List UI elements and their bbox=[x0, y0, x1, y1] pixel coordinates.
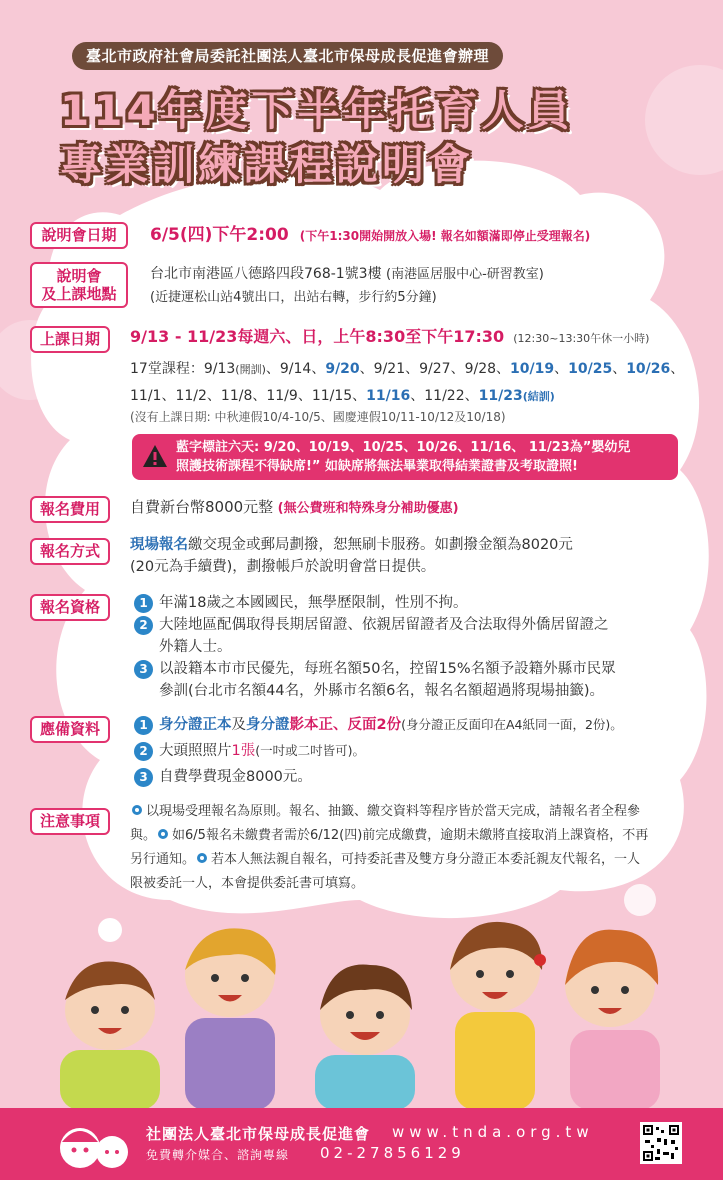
schedule-value: 9/13 - 11/23每週六、日，上午8:30至下午17:30 bbox=[130, 327, 505, 346]
kid-illustration bbox=[450, 922, 546, 1110]
warning-icon bbox=[142, 444, 168, 468]
date-label: 說明會日期 bbox=[30, 222, 128, 249]
course-date: 11/8 bbox=[220, 388, 253, 404]
footer-hotline-label: 免費轉介媒合、諮詢專線 bbox=[146, 1148, 290, 1162]
course-date-tag: (開訓) bbox=[235, 363, 266, 376]
course-date: 10/26 bbox=[626, 361, 671, 377]
fee-row bbox=[130, 497, 459, 519]
date-value: 6/5(四)下午2:00 bbox=[150, 225, 289, 245]
schedule-row bbox=[130, 324, 649, 347]
documents-label: 應備資料 bbox=[30, 716, 110, 743]
course-date: 9/13 bbox=[203, 361, 236, 377]
fee-value: 自費新台幣8000元整 bbox=[130, 498, 274, 516]
organizer-banner: 臺北市政府社會局委託社團法人臺北市保母成長促進會辦理 bbox=[72, 42, 503, 70]
eligibility-label: 報名資格 bbox=[30, 594, 110, 621]
eligibility-item-3: 3 以設籍本市市民優先，每班名額50名，控留15%名額予設籍外縣市民眾 參訓(台北市名額44名，外縣市名額6名，報名名額超過將現場抽籤)。 bbox=[134, 658, 616, 702]
location-address: 台北市南港區八德路四段768-1號3樓 bbox=[150, 266, 382, 282]
children-illustration bbox=[0, 900, 723, 1110]
number-badge-1: 1 bbox=[134, 594, 153, 613]
warning-line1: 藍字標註六天: 9/20、10/19、10/25、10/26、11/16、 11/23為”嬰幼兒 bbox=[176, 440, 631, 455]
documents-item-2: 2 大頭照照片1張(一吋或二吋皆可)。 bbox=[134, 740, 365, 762]
page-title-line1: 114年度下半年托育人員 bbox=[60, 86, 574, 135]
fee-label: 報名費用 bbox=[30, 496, 110, 523]
notes-label: 注意事項 bbox=[30, 808, 110, 835]
course-date: 9/20 bbox=[325, 361, 360, 377]
kid-illustration bbox=[60, 962, 160, 1110]
course-date: 11/22 bbox=[424, 388, 465, 404]
method-highlight: 現場報名 bbox=[130, 537, 188, 553]
course-dates-prefix: 17堂課程： bbox=[130, 361, 204, 377]
course-dates bbox=[130, 356, 690, 410]
course-date: 10/25 bbox=[568, 361, 613, 377]
eligibility-item-2: 2 大陸地區配偶取得長期居留證、依親居留證者及合法取得外僑居留證之 外籍人士。 bbox=[134, 614, 609, 658]
date-row bbox=[150, 220, 590, 245]
course-date: 9/27 bbox=[419, 361, 451, 377]
footer-phone: 02-27856129 bbox=[320, 1144, 465, 1162]
course-dates-list: 9/13(開訓)、9/14、9/20、9/21、9/27、9/28、10/19、10/25、10/26、11/1、11/2、11/8、11/9、11/15、11/16、11/22、11/23(結訓) bbox=[130, 361, 685, 404]
course-date: 11/9 bbox=[266, 388, 298, 404]
course-date: 10/19 bbox=[510, 361, 555, 377]
course-date: 11/2 bbox=[175, 388, 207, 404]
course-date: 11/23 bbox=[478, 388, 523, 404]
number-badge-2: 2 bbox=[134, 616, 153, 635]
warning-banner bbox=[132, 434, 678, 480]
method-text bbox=[130, 534, 573, 578]
schedule-label: 上課日期 bbox=[30, 326, 110, 353]
eligibility-item-1: 1 年滿18歲之本國國民，無學歷限制，性別不拘。 bbox=[134, 592, 467, 614]
number-badge-3: 3 bbox=[134, 660, 153, 679]
location-address-note: (南港區居服中心-研習教室) bbox=[386, 267, 544, 282]
course-date: 9/21 bbox=[373, 361, 406, 377]
schedule-break-note: (12:30~13:30午休一小時) bbox=[513, 332, 650, 345]
location-label-line2: 及上課地點 bbox=[41, 285, 117, 303]
organization-logo bbox=[52, 1114, 136, 1172]
bullet-icon bbox=[158, 829, 168, 839]
method-label: 報名方式 bbox=[30, 538, 110, 565]
date-note: (下午1:30開始開放入場! 報名如額滿即停止受理報名) bbox=[299, 229, 591, 243]
warning-line2: 照護技術課程不得缺席!” 如缺席將無法畢業取得結業證書及考取證照! bbox=[176, 459, 578, 474]
qr-code[interactable] bbox=[640, 1122, 682, 1164]
footer-organization-name: 社團法人臺北市保母成長促進會 bbox=[146, 1125, 371, 1143]
course-date: 9/14 bbox=[279, 361, 312, 377]
documents-item-1: 1 身分證正本及身分證影本正、反面2份(身分證正反面印在A4紙同一面，2份)。 bbox=[134, 714, 623, 736]
number-badge-1: 1 bbox=[134, 716, 153, 735]
fee-note: (無公費班和特殊身分補助優惠) bbox=[277, 501, 459, 516]
number-badge-2: 2 bbox=[134, 742, 153, 761]
kid-illustration bbox=[315, 965, 415, 1110]
kid-illustration bbox=[565, 930, 660, 1110]
course-date-tag: (結訓) bbox=[522, 390, 555, 403]
location-label bbox=[30, 262, 128, 308]
kid-illustration bbox=[185, 928, 276, 1110]
location-label-line1: 說明會 bbox=[56, 267, 102, 285]
method-line2: (20元為手續費)，劃撥帳戶於說明會當日提供。 bbox=[130, 559, 436, 575]
holiday-note: (沒有上課日期: 中秋連假10/4-10/5、國慶連假10/11-10/12及10/18) bbox=[130, 410, 506, 424]
location-address-row bbox=[150, 264, 544, 285]
method-line1: 繳交現金或郵局劃撥，恕無刷卡服務。如劃撥金額為8020元 bbox=[188, 537, 573, 553]
number-badge-3: 3 bbox=[134, 768, 153, 787]
notes-text: 以現場受理報名為原則。報名、抽籤、繳交資料等程序皆於當天完成，請報名者全程參 與。 如6/5報名未繳費者需於6/12(四)前完成繳費，逾期未繳將直接取消上課資格，不再 另行通知。 若本人無法親自報名，可持委託書及雙方身分證正本委託親友代報名，一人 限被委託一人，本會提供委託書可填寫。 bbox=[130, 804, 649, 891]
course-date: 11/1 bbox=[130, 388, 162, 404]
course-date: 9/28 bbox=[464, 361, 497, 377]
location-directions: (近捷運松山站4號出口，出站右轉，步行約5分鐘) bbox=[150, 290, 437, 305]
page-title-line2: 專業訓練課程說明會 bbox=[60, 140, 475, 189]
bullet-icon bbox=[197, 853, 207, 863]
course-date: 11/16 bbox=[366, 388, 411, 404]
bullet-icon bbox=[132, 805, 142, 815]
qr-code-icon bbox=[643, 1125, 679, 1161]
documents-item-3: 3 自費學費現金8000元。 bbox=[134, 766, 312, 788]
course-date: 11/15 bbox=[311, 388, 353, 404]
footer-website-link[interactable]: www.tnda.org.tw bbox=[392, 1123, 594, 1141]
